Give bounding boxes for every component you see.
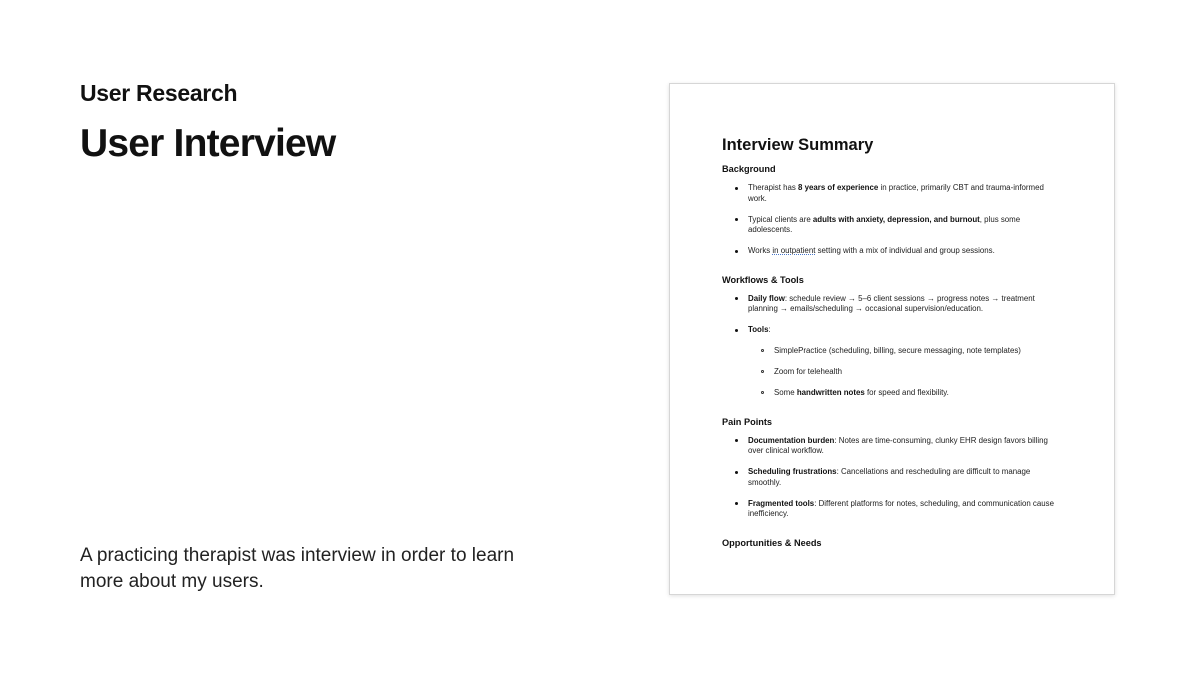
item-text: SimplePractice (scheduling, billing, secure messaging, note templates) xyxy=(774,346,1021,355)
item-text: Zoom for telehealth xyxy=(774,367,842,376)
item-bold-text: Daily flow xyxy=(748,293,785,303)
item-bold-text: Documentation burden xyxy=(748,435,835,445)
pain-points-list xyxy=(722,436,1062,520)
background-heading: Background xyxy=(722,164,776,174)
workflows-heading: Workflows & Tools xyxy=(722,274,804,285)
item-text: Some xyxy=(774,388,797,397)
interview-summary-document xyxy=(669,83,1115,595)
opportunities-heading: Opportunities & Needs xyxy=(722,537,822,548)
item-text: in practice, primarily CBT and trauma-informed work. xyxy=(748,183,1044,203)
list-item xyxy=(722,467,1062,488)
sub-list-item xyxy=(748,367,1062,378)
workflows-list xyxy=(722,294,1062,399)
item-bold-text: adults with anxiety, depression, and burnout xyxy=(812,214,980,224)
item-text: : Cancellations and rescheduling are difficult to manage smoothly. xyxy=(748,467,1031,487)
list-item xyxy=(722,499,1062,520)
list-item xyxy=(722,215,1062,236)
item-bold-text: Fragmented tools xyxy=(748,498,815,508)
item-text: , plus some adolescents. xyxy=(748,214,1021,234)
item-text: Therapist has xyxy=(748,183,798,192)
tools-sublist xyxy=(748,346,1062,399)
item-text: Works xyxy=(748,246,773,255)
document-body xyxy=(722,136,1062,557)
section-eyebrow: User Research xyxy=(80,80,238,106)
sub-list-item xyxy=(748,346,1062,357)
document-title: Interview Summary xyxy=(722,136,874,154)
item-text: : Notes are time-consuming, clunky EHR design favors billing over clinical workflow. xyxy=(748,435,1048,455)
item-text: : schedule review → 5–6 client sessions → progress notes → treatment planning → emails/scheduling → occasional supervision/education. xyxy=(748,293,1035,313)
description-text: A practicing therapist was interview in order to learn more about my users. xyxy=(80,545,515,592)
item-text: : xyxy=(768,325,771,334)
item-text: : Different platforms for notes, scheduling, and communication cause inefficiency. xyxy=(748,498,1054,518)
page-title: User Interview xyxy=(80,122,336,165)
item-bold-text: Scheduling frustrations xyxy=(748,467,837,476)
spellcheck-underlined-text: in outpatient xyxy=(772,246,816,255)
pain-points-heading: Pain Points xyxy=(722,416,773,427)
list-item xyxy=(722,246,1062,257)
item-bold-text: Tools xyxy=(748,325,769,334)
list-item xyxy=(722,294,1062,315)
item-bold-text: handwritten notes xyxy=(796,388,865,397)
list-item xyxy=(722,183,1062,204)
list-item xyxy=(722,436,1062,457)
list-item xyxy=(722,325,1062,399)
item-text: Typical clients are xyxy=(748,214,813,224)
background-list xyxy=(722,183,1062,257)
item-text: for speed and flexibility. xyxy=(864,388,949,397)
item-bold-text: 8 years of experience xyxy=(798,183,879,192)
sub-list-item xyxy=(748,388,1062,399)
item-text: setting with a mix of individual and group sessions. xyxy=(815,246,995,255)
